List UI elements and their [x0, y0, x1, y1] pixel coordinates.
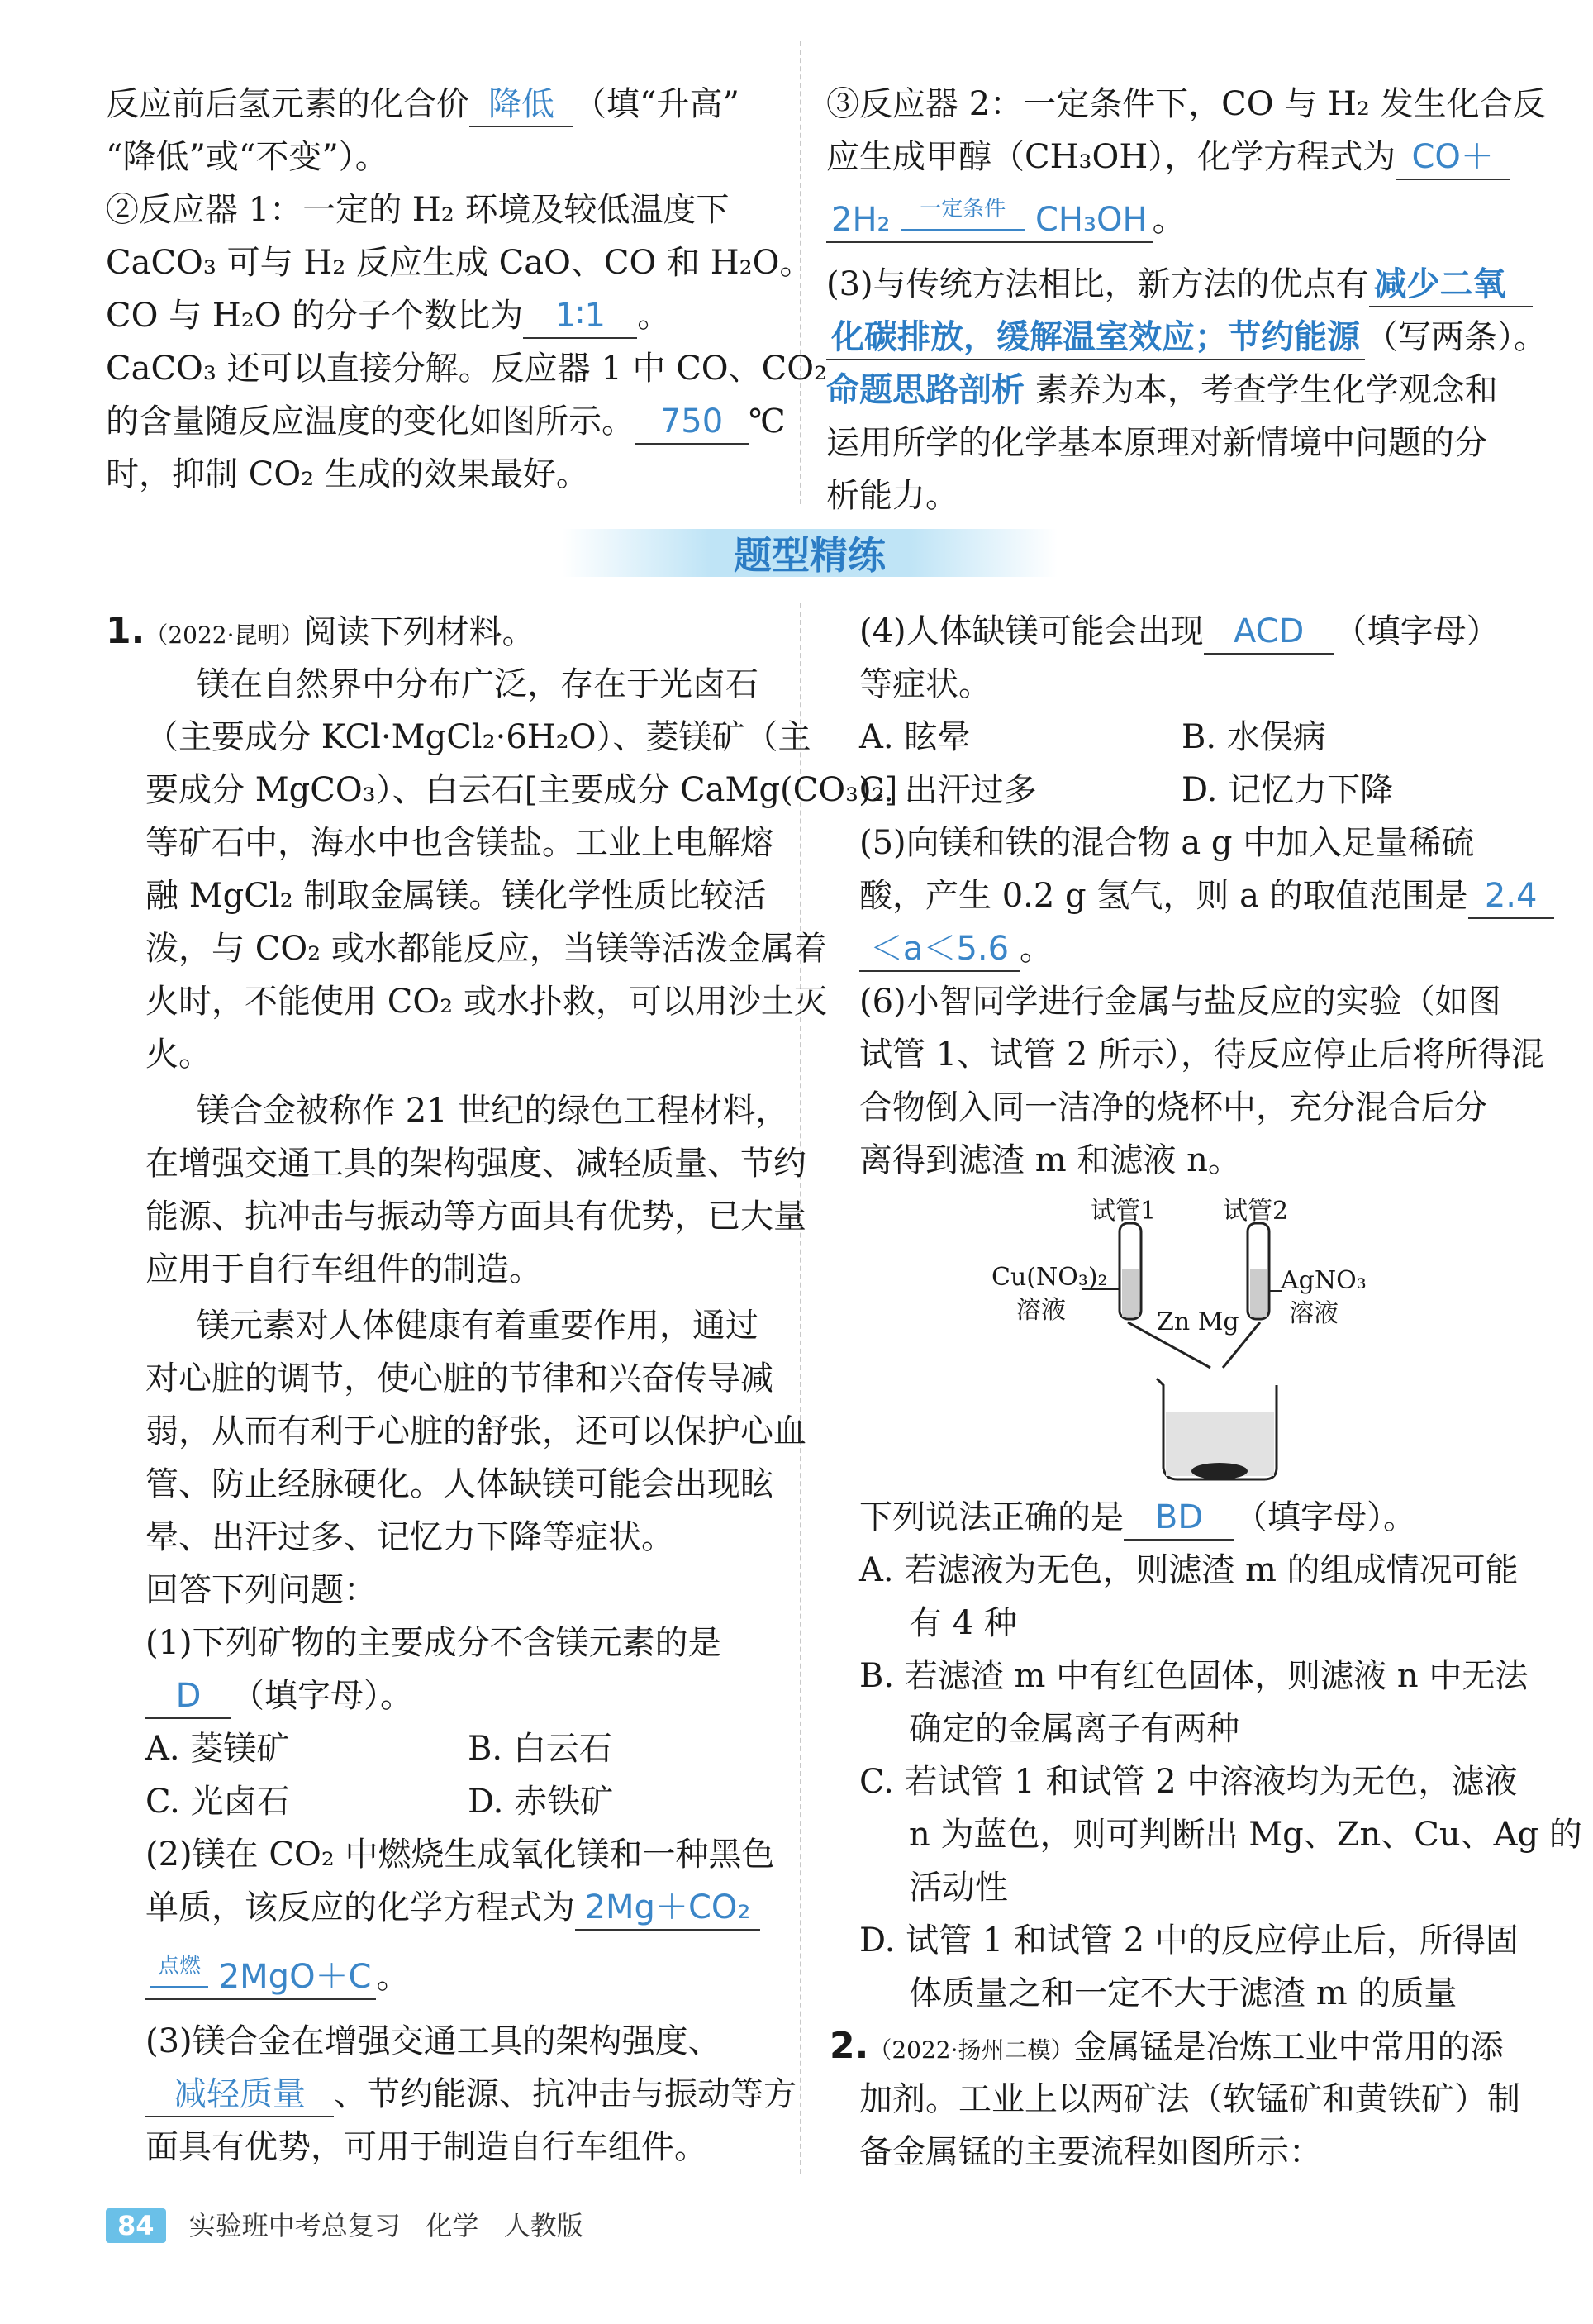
text-line: 化碳排放，缓解温室效应；节约能源 （写两条）。 — [826, 316, 1547, 360]
equation-line: 点燃 2MgO＋C 。 — [145, 1955, 409, 2000]
text-line: 加剂。工业上以两矿法（软锰矿和黄铁矿）制 — [859, 2080, 1520, 2118]
answer-blank: 减轻质量 — [145, 2073, 334, 2117]
option-d: D. 赤铁矿 — [468, 1783, 614, 1821]
text-line: 备金属锰的主要流程如图所示： — [859, 2133, 1322, 2171]
text-line: 回答下列问题： — [145, 1571, 377, 1609]
material-line: 弱，从而有利于心脏的舒张，还可以保护心血 — [145, 1412, 806, 1450]
text-line: (5)向镁和铁的混合物 a g 中加入足量稀硫 — [859, 824, 1475, 862]
text-line: 减轻质量 、节约能源、抗冲击与振动等方 — [145, 2073, 796, 2117]
column-divider — [800, 603, 801, 2174]
answer-blank: BD — [1124, 1496, 1234, 1541]
section-banner — [562, 521, 1058, 587]
text-line: 运用所学的化学基本原理对新情境中问题的分 — [826, 424, 1487, 462]
tube-1-solution — [1122, 1269, 1139, 1317]
material-line: 火。 — [145, 1036, 212, 1074]
option-a-cont: 有 4 种 — [909, 1604, 1017, 1642]
tube2-label: 试管2 — [1223, 1197, 1289, 1226]
answer-blank: 减少二氧 — [1369, 263, 1533, 307]
answer-blank: 2H₂ 一定条件 CH₃OH — [826, 198, 1153, 243]
solution2-label: AgNO₃ — [1281, 1266, 1367, 1295]
option-c: C. 若试管 1 和试管 2 中溶液均为无色，滤液 — [859, 1763, 1518, 1801]
material-line: 镁元素对人体健康有着重要作用，通过 — [197, 1307, 758, 1345]
material-line: 融 MgCl₂ 制取金属镁。镁化学性质比较活 — [145, 877, 767, 915]
material-line: （主要成分 KCl·MgCl₂·6H₂O）、菱镁矿（主 — [145, 718, 811, 756]
option-a: A. 眩晕 — [859, 718, 971, 756]
answer-blank: 化碳排放，缓解温室效应；节约能源 — [826, 316, 1365, 360]
page-number: 84 — [106, 2208, 166, 2243]
option-a: A. 菱镁矿 — [145, 1730, 290, 1768]
solution1-label-b: 溶液 — [1016, 1296, 1066, 1325]
page-footer — [106, 2205, 583, 2243]
material-line: 泼，与 CO₂ 或水都能反应，当镁等活泼金属着 — [145, 930, 827, 968]
material-line: 镁合金被称作 21 世纪的绿色工程材料， — [197, 1092, 789, 1130]
equation-line: 2H₂ 一定条件 CH₃OH 。 — [826, 198, 1186, 243]
analysis-label: 命题思路剖析 — [826, 371, 1025, 409]
text-line: (3)与传统方法相比，新方法的优点有 减少二氧 — [826, 263, 1533, 307]
option-c-cont: 活动性 — [909, 1869, 1008, 1907]
solution2-label-b: 溶液 — [1289, 1299, 1339, 1328]
text-line: 单质，该反应的化学方程式为 2Mg＋CO₂ — [145, 1886, 760, 1931]
answer-blank: D — [145, 1674, 231, 1719]
question-2-header: 2.（2022·扬州二模）金属锰是冶炼工业中常用的添 — [830, 2025, 1504, 2067]
material-line: 对心脏的调节，使心脏的节律和兴奋传导减 — [145, 1360, 773, 1398]
text-line: (2)镁在 CO₂ 中燃烧生成氧化镁和一种黑色 — [145, 1836, 775, 1874]
text-line: 析能力。 — [826, 477, 958, 515]
text-line: 应生成甲醇（CH₃OH），化学方程式为 CO＋ — [826, 136, 1510, 180]
material-line: 管、防止经脉硬化。人体缺镁可能会出现眩 — [145, 1465, 773, 1503]
material-line: 镁在自然界中分布广泛，存在于光卤石 — [197, 665, 758, 703]
option-b: B. 白云石 — [468, 1730, 612, 1768]
tube-2-solution — [1250, 1269, 1267, 1317]
answer-blank: 2.4 — [1468, 874, 1554, 919]
material-line: 火时，不能使用 CO₂ 或水扑救，可以用沙土灭 — [145, 983, 827, 1021]
material-line: 在增强交通工具的架构强度、减轻质量、节约 — [145, 1145, 806, 1183]
text-line: 合物倒入同一洁净的烧杯中，充分混合后分 — [859, 1088, 1487, 1126]
question-header: 1.（2022·昆明）阅读下列材料。 — [106, 610, 535, 652]
text-line: 面具有优势，可用于制造自行车组件。 — [145, 2128, 707, 2166]
text-line: ＜a＜5.6 。 — [859, 927, 1053, 972]
text-line: 的含量随反应温度的变化如图所示。 750 ℃ — [106, 400, 786, 445]
text-line: ③反应器 2：一定条件下，CO 与 H₂ 发生化合反 — [826, 85, 1546, 123]
material-line: 晕、出汗过多、记忆力下降等症状。 — [145, 1518, 674, 1556]
solution1-label: Cu(NO₃)₂ — [991, 1263, 1108, 1292]
text-line: CaCO₃ 可与 H₂ 反应生成 CaO、CO 和 H₂O。 — [106, 244, 813, 282]
material-line: 要成分 MgCO₃）、白云石[主要成分 CaMg(CO₃)₂] — [145, 771, 898, 809]
metals-label: Zn Mg — [1157, 1307, 1239, 1336]
test-tube-diagram — [991, 1190, 1372, 1488]
text-line: 时，抑制 CO₂ 生成的效果最好。 — [106, 455, 589, 493]
text-line: 反应前后氢元素的化合价 降低 （填“升高” — [106, 83, 739, 127]
text-line: 命题思路剖析 素养为本，考查学生化学观念和 — [826, 371, 1498, 409]
answer-blank: 降低 — [469, 83, 573, 127]
option-b: B. 水俣病 — [1182, 718, 1326, 756]
text-line: (6)小智同学进行金属与盐反应的实验（如图 — [859, 983, 1501, 1021]
option-c-cont: n 为蓝色，则可判断出 Mg、Zn、Cu、Ag 的 — [909, 1816, 1582, 1854]
answer-blank: 1∶1 — [523, 294, 637, 339]
section-title: 题型精练 — [734, 533, 886, 578]
option-c: C. 出汗过多 — [859, 771, 1037, 809]
material-line: 能源、抗冲击与振动等方面具有优势，已大量 — [145, 1198, 806, 1236]
text-line: 酸，产生 0.2 g 氢气，则 a 的取值范围是 2.4 — [859, 874, 1554, 919]
option-d: D. 试管 1 和试管 2 中的反应停止后，所得固 — [859, 1922, 1519, 1960]
text-line: CaCO₃ 还可以直接分解。反应器 1 中 CO、CO₂ — [106, 350, 828, 388]
option-c: C. 光卤石 — [145, 1783, 290, 1821]
answer-blank: 点燃 2MgO＋C — [145, 1955, 376, 2000]
arrow-right — [1223, 1322, 1260, 1368]
text-line: 离得到滤渣 m 和滤液 n。 — [859, 1141, 1241, 1179]
text-line: ②反应器 1：一定的 H₂ 环境及较低温度下 — [106, 191, 730, 229]
filter-residue — [1191, 1463, 1248, 1479]
answer-blank: 750 — [635, 400, 749, 445]
text-line: D （填字母）。 — [145, 1674, 413, 1719]
material-line: 等矿石中，海水中也含镁盐。工业上电解熔 — [145, 824, 773, 862]
text-line: “降低”或“不变”）。 — [106, 138, 388, 176]
subject: 化学 — [426, 2210, 479, 2241]
answer-blank: CO＋ — [1396, 136, 1510, 180]
arrow-left — [1128, 1322, 1210, 1368]
answer-blank: 2Mg＋CO₂ — [575, 1886, 760, 1931]
option-b: B. 若滤渣 m 中有红色固体，则滤液 n 中无法 — [859, 1657, 1529, 1695]
answer-blank: ACD — [1204, 610, 1334, 655]
text-line: CO 与 H₂O 的分子个数比为 1∶1 。 — [106, 294, 670, 339]
text-line: 下列说法正确的是 BD （填字母）。 — [859, 1496, 1416, 1541]
option-b-cont: 确定的金属离子有两种 — [909, 1710, 1239, 1748]
text-line: (3)镁合金在增强交通工具的架构强度、 — [145, 2022, 721, 2060]
text-line: (4)人体缺镁可能会出现 ACD （填字母） — [859, 610, 1500, 655]
answer-blank: ＜a＜5.6 — [859, 927, 1020, 972]
book-title: 实验班中考总复习 — [188, 2210, 401, 2241]
text-line: 试管 1、试管 2 所示），待反应停止后将所得混 — [859, 1036, 1545, 1074]
text-line: (1)下列矿物的主要成分不含镁元素的是 — [145, 1624, 721, 1662]
edition: 人教版 — [503, 2210, 583, 2241]
text-line: 等症状。 — [859, 665, 991, 703]
tube1-label: 试管1 — [1091, 1197, 1157, 1226]
diagram-drawing — [991, 1190, 1372, 1488]
option-a: A. 若滤液为无色，则滤渣 m 的组成情况可能 — [859, 1551, 1519, 1589]
material-line: 应用于自行车组件的制造。 — [145, 1250, 542, 1288]
option-d: D. 记忆力下降 — [1182, 771, 1394, 809]
option-d-cont: 体质量之和一定不大于滤渣 m 的质量 — [909, 1974, 1457, 2012]
